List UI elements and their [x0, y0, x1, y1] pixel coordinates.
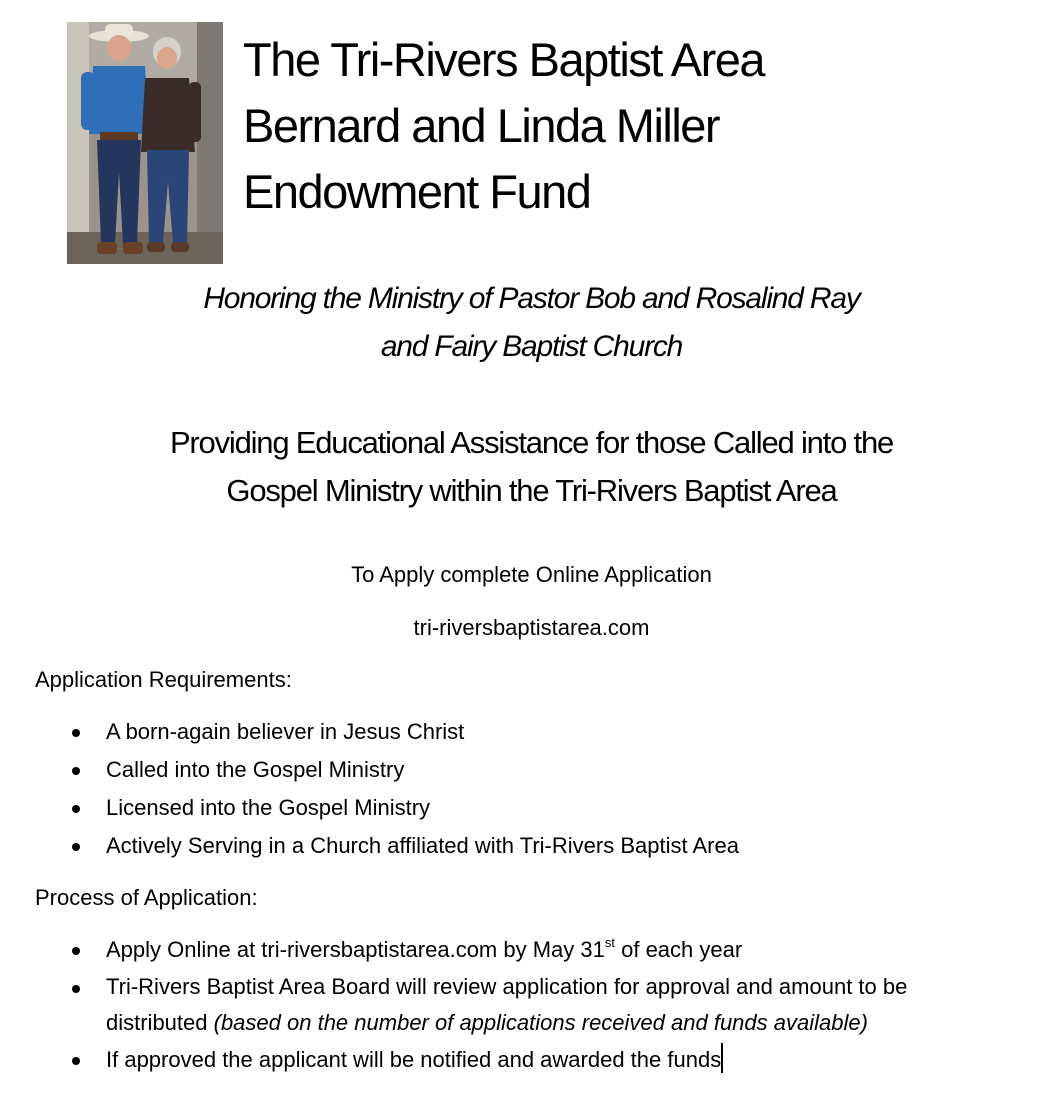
title-line-2: Bernard and Linda Miller	[243, 99, 720, 152]
bullet-icon	[72, 1057, 80, 1065]
process-heading: Process of Application:	[35, 885, 258, 910]
website-link[interactable]: tri-riversbaptistarea.com	[413, 615, 650, 640]
bullet-icon	[72, 805, 80, 813]
list-item	[0, 1041, 907, 1079]
title-line-1: The Tri-Rivers Baptist Area	[243, 33, 765, 86]
honoring-line-1: Honoring the Ministry of Pastor Bob and Rosalind Ray	[203, 282, 860, 315]
purpose-line-2: Gospel Ministry within the Tri-Rivers Baptist Area	[226, 473, 837, 508]
process-step-1-tail: of each year	[615, 937, 743, 962]
requirement-text: A born-again believer in Jesus Christ	[106, 719, 465, 744]
text-cursor	[721, 1043, 723, 1073]
ordinal-suffix: st	[604, 935, 615, 950]
requirements-heading: Application Requirements:	[35, 667, 292, 692]
process-step-1-text: Apply Online at tri-riversbaptistarea.com by May 31	[106, 937, 605, 962]
purpose-statement	[0, 419, 1063, 515]
process-list	[0, 931, 907, 1079]
requirements-list	[0, 713, 739, 865]
bullet-icon	[72, 729, 80, 737]
list-item	[0, 789, 739, 827]
process-step-2-note: (based on the number of applications received and funds available)	[213, 1010, 868, 1035]
honoring-line-2: and Fairy Baptist Church	[380, 330, 683, 363]
process-step-2-line-1: Tri-Rivers Baptist Area Board will review application for approval and amount to be	[106, 974, 908, 999]
apply-instruction: To Apply complete Online Application	[351, 562, 712, 587]
bullet-icon	[72, 985, 80, 993]
list-item	[0, 931, 907, 969]
list-item	[0, 751, 739, 789]
process-step-3-text: If approved the applicant will be notified and awarded the funds	[106, 1047, 722, 1072]
bullet-icon	[72, 767, 80, 775]
bullet-icon	[72, 843, 80, 851]
process-step-2-line-2: distributed	[106, 1010, 214, 1035]
list-item	[0, 969, 907, 1041]
title-line-3: Endowment Fund	[243, 165, 591, 218]
list-item	[0, 713, 739, 751]
list-item	[0, 827, 739, 865]
couple-photo	[67, 22, 223, 264]
requirement-text: Called into the Gospel Ministry	[106, 757, 405, 782]
honoring-dedication	[0, 275, 1063, 371]
requirement-text: Actively Serving in a Church affiliated with Tri-Rivers Baptist Area	[106, 833, 739, 858]
fund-title	[243, 27, 764, 225]
purpose-line-1: Providing Educational Assistance for those Called into the	[169, 425, 894, 460]
bullet-icon	[72, 947, 80, 955]
requirement-text: Licensed into the Gospel Ministry	[106, 795, 431, 820]
